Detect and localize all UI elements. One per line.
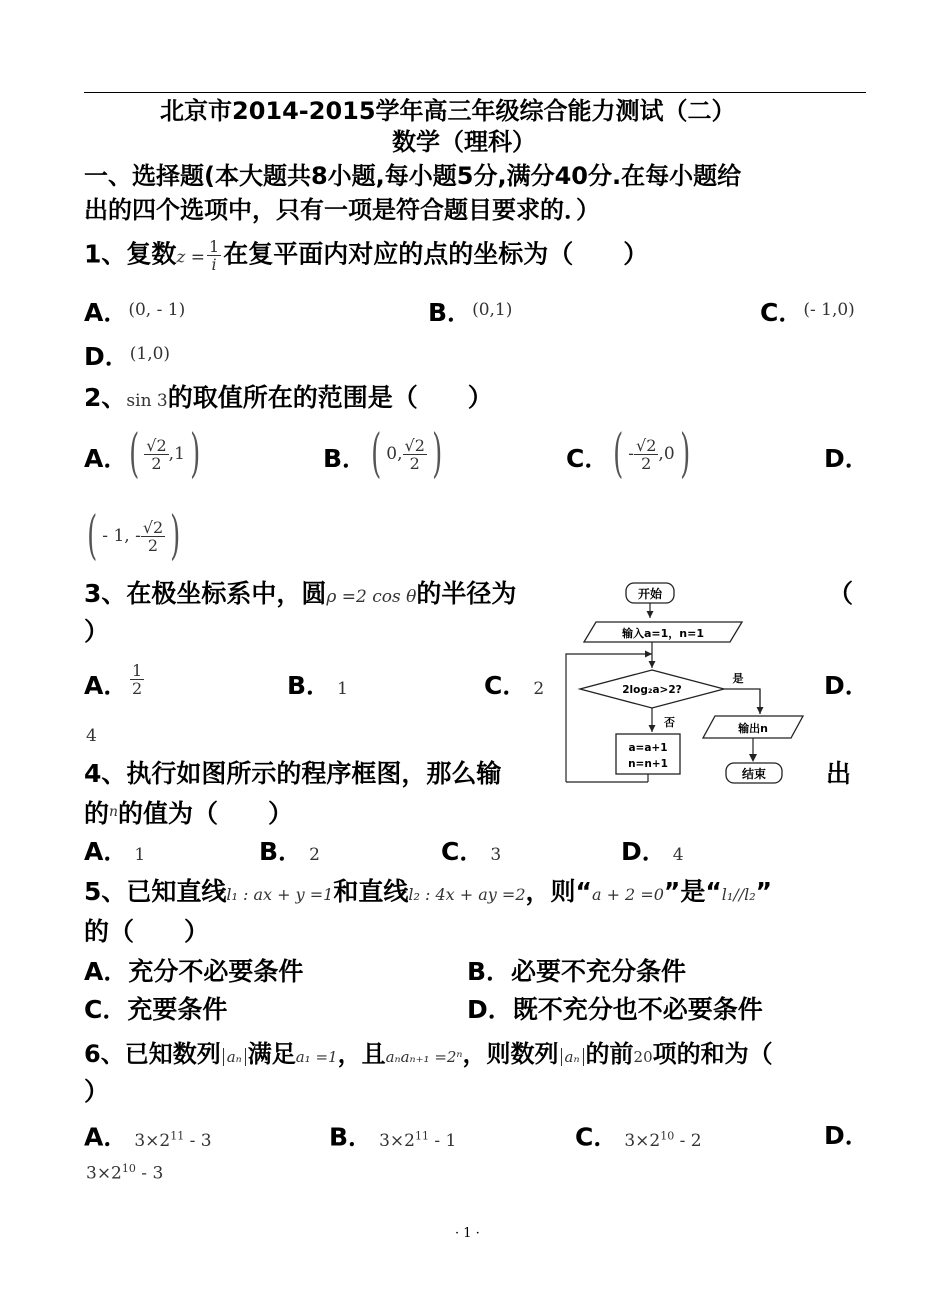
title-line2: 数学（理科） — [392, 128, 536, 156]
flowchart-start-text: 开始 — [637, 587, 663, 601]
q4-d-value: 4 — [672, 845, 684, 865]
title-line1: 北京市2014-2015学年高三年级综合能力测试（二） — [160, 97, 736, 125]
q4-var: n — [109, 804, 119, 820]
q2-a-interval: ( $\frac{√2}{2}$ ,1 ) — [129, 424, 201, 484]
q5-parallel: l₁//l₂ — [721, 885, 756, 904]
q2-b-head: 0, — [386, 444, 403, 464]
q6-option-c — [575, 1120, 702, 1157]
q5-line2-eq: l₂ : 4x + ay =2 — [408, 885, 526, 904]
q2-b-label: B． — [323, 444, 368, 473]
q1-option-b — [428, 294, 512, 329]
q5-mid: 和直线 — [333, 877, 409, 906]
q1-frac-den: i — [211, 255, 217, 274]
q1-c-value: (- 1,0) — [803, 300, 855, 320]
question-2 — [84, 382, 493, 417]
flowchart-output-text: 输出n — [738, 722, 768, 735]
flowchart-no-label: 否 — [664, 716, 675, 729]
q6-b-value: $3\times 2^{11} - 1$ — [379, 1129, 457, 1151]
q4-b-value: 2 — [309, 845, 320, 865]
q6-option-a — [84, 1120, 212, 1157]
q6-prefix: 6、已知数列 — [84, 1040, 221, 1068]
q5-end: ” — [755, 877, 773, 906]
q5-line1-eq: l₁ : ax + y =1 — [226, 885, 334, 904]
flowchart-input-text: 输入a=1，n=1 — [622, 627, 704, 640]
q1-a-value: (0, - 1) — [128, 300, 186, 320]
q2-c-tail: ,0 — [658, 444, 675, 464]
q2-d-label: D． — [824, 444, 870, 473]
q6-a1: a₁ =1 — [295, 1048, 338, 1066]
q6-sequence: aₙ — [223, 1048, 246, 1066]
question-6 — [84, 1038, 773, 1073]
q4-option-d — [621, 836, 684, 871]
question-6-close: ） — [84, 1077, 110, 1106]
q1-option-c — [760, 294, 855, 329]
q4-option-a — [84, 836, 145, 871]
question-4-line1-tail: 出 — [826, 759, 852, 788]
q1-option-d — [84, 338, 170, 373]
q2-option-a — [84, 443, 128, 475]
flowchart-process-line2: n=n+1 — [628, 758, 668, 770]
q5-prefix: 5、已知直线 — [84, 877, 227, 906]
q2-prefix: 2、 — [84, 383, 127, 412]
q2-a-den: 2 — [151, 453, 162, 473]
q6-b-label: B． — [329, 1122, 374, 1152]
q2-c-den: 2 — [641, 453, 652, 473]
q2-text: 的取值所在的范围是（ ） — [167, 383, 493, 412]
page-number: · 1 · — [455, 1226, 480, 1241]
q3-d-label: D． — [824, 671, 870, 700]
q6-n20: 20 — [633, 1048, 653, 1066]
q4-option-c — [441, 836, 501, 871]
q3-c-label: C． — [484, 671, 528, 700]
q4-option-b — [259, 836, 320, 871]
q3-option-d — [824, 670, 870, 702]
q5-condition: a + 2 =0 — [591, 885, 664, 904]
q1-fraction — [207, 238, 221, 273]
q1-b-value: (0,1) — [472, 300, 513, 320]
q1-c-label: C． — [760, 298, 804, 327]
q6-option-d — [824, 1120, 870, 1152]
q4-c-label: C． — [441, 837, 485, 866]
q6-mid2: ，且 — [337, 1040, 386, 1068]
q1-b-label: B． — [428, 298, 473, 327]
question-4-line2 — [84, 796, 293, 830]
q3-paren-open: （ — [828, 579, 854, 608]
question-1 — [84, 238, 648, 274]
q5-option-a: A．充分不必要条件 — [84, 957, 304, 986]
flowchart-process-line1: a=a+1 — [628, 742, 668, 754]
q1-d-label: D． — [84, 342, 130, 371]
flowchart-yes-label: 是 — [732, 672, 744, 685]
q6-c-value: $3\times 2^{10} - 2$ — [624, 1129, 702, 1151]
q4-c-value: 3 — [490, 845, 502, 865]
q2-a-num: √2 — [146, 435, 167, 455]
q2-d-head: - 1, - — [102, 526, 141, 546]
q4-a-value: 1 — [134, 845, 146, 865]
flowchart-decision-text: 2log₂a>2? — [622, 684, 682, 696]
q6-a-value: $3\times 2^{11} - 3$ — [134, 1129, 212, 1151]
q6-sequence-2: aₙ — [561, 1048, 584, 1066]
q2-option-d — [824, 443, 870, 475]
q3-option-a — [84, 670, 128, 702]
q6-d-value: $3\times 2^{10} - 3$ — [86, 1162, 164, 1184]
question-4-line1: 4、执行如图所示的程序框图，那么输 — [84, 759, 502, 788]
q2-d-interval: ( - 1, - $\frac{√2}{2}$ ) — [87, 506, 181, 566]
q1-z: z = — [176, 247, 206, 268]
q1-a-label: A． — [84, 298, 129, 327]
q5-option-b: B．必要不充分条件 — [467, 957, 687, 986]
q2-d-den: 2 — [147, 535, 159, 555]
q5-mid3: ”是“ — [663, 877, 722, 906]
q1-prefix: 1、复数 — [84, 239, 177, 269]
q2-b-interval: ( 0, $\frac{√2}{2}$ ) — [371, 424, 443, 484]
q1-option-a — [84, 294, 185, 329]
q3-b-value: 1 — [337, 679, 348, 699]
question-5 — [84, 876, 772, 911]
q2-a-label: A． — [84, 444, 129, 473]
q3-b-label: B． — [287, 671, 332, 700]
q2-a-tail: ,1 — [168, 444, 185, 464]
q3-option-b — [287, 670, 348, 705]
q3-a-num: 1 — [132, 661, 143, 680]
q6-relation: aₙaₙ₊₁ =2ⁿ — [385, 1048, 463, 1066]
q2-option-c — [566, 443, 609, 475]
q2-c-num: √2 — [636, 435, 657, 455]
q3-c-value: 2 — [533, 679, 545, 699]
q6-option-b — [329, 1120, 456, 1157]
q3-option-c — [484, 670, 544, 705]
q6-mid: 满足 — [247, 1040, 296, 1068]
q3-a-fraction — [130, 662, 144, 697]
q6-d-label: D． — [824, 1121, 870, 1150]
q2-expr: sin 3 — [126, 391, 168, 411]
q6-post: 项的和为（ — [652, 1040, 773, 1068]
q5-option-d: D．既不充分也不必要条件 — [467, 995, 763, 1024]
q3-prefix: 3、在极坐标系中，圆 — [84, 579, 327, 608]
q3-text: 的半径为 — [416, 579, 517, 608]
q4-b-label: B． — [259, 837, 304, 866]
q3-a-label: A． — [84, 671, 129, 700]
flowchart-end-text: 结束 — [741, 767, 767, 781]
q1-frac-num: 1 — [209, 237, 220, 256]
q5-option-c: C．充要条件 — [84, 995, 228, 1024]
q4-d-label: D． — [621, 837, 667, 866]
q2-b-num: √2 — [404, 435, 425, 455]
section-instructions-line2: 出的四个选项中，只有一项是符合题目要求的．） — [84, 196, 600, 224]
q2-c-head: - — [628, 444, 635, 464]
q2-option-b — [323, 443, 367, 475]
q3-d-value: 4 — [86, 726, 97, 746]
header-rule — [84, 92, 866, 93]
q6-c-label: C． — [575, 1122, 619, 1152]
q2-c-label: C． — [566, 444, 610, 473]
q3-a-den: 2 — [132, 679, 143, 698]
q3-paren-close: ） — [84, 617, 110, 646]
q4-a-label: A． — [84, 837, 129, 866]
flowchart-end — [716, 738, 816, 808]
question-5-line2: 的（ ） — [84, 917, 210, 946]
q5-mid2: ，则“ — [525, 877, 592, 906]
q6-mid4: 的前 — [585, 1040, 634, 1068]
question-3 — [84, 578, 516, 613]
q2-d-num: √2 — [142, 517, 164, 537]
q1-text: 在复平面内对应的点的坐标为（ ） — [223, 239, 649, 269]
q3-expr: ρ =2 cos θ — [326, 587, 417, 607]
q6-a-label: A． — [84, 1122, 129, 1152]
q6-mid3: ，则数列 — [462, 1040, 559, 1068]
q2-b-den: 2 — [409, 453, 420, 473]
q1-d-value: (1,0) — [129, 344, 171, 364]
section-instructions-line1: 一、选择题(本大题共8小题,每小题5分,满分40分.在每小题给 — [84, 162, 742, 190]
q4-post2: 的值为（ ） — [118, 799, 294, 828]
q2-c-interval: ( - $\frac{√2}{2}$ ,0 ) — [613, 424, 690, 484]
q4-pre2: 的 — [84, 799, 110, 828]
